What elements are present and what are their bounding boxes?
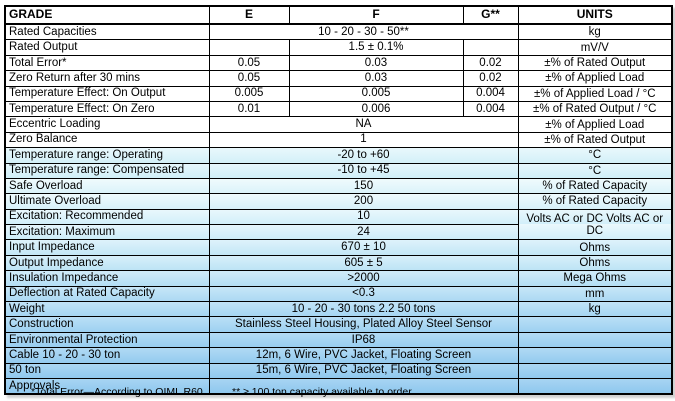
table-row	[5, 348, 672, 363]
value-cell: 0.005	[289, 86, 463, 101]
value-cell: 200	[209, 194, 518, 209]
column-header-grade: GRADE	[5, 6, 209, 24]
value-cell: Stainless Steel Housing, Plated Alloy Steel Sensor	[209, 317, 518, 332]
column-header-units: UNITS	[518, 6, 672, 24]
row-label: Input Impedance	[5, 240, 209, 255]
value-cell: 0.01	[209, 101, 289, 116]
units-cell: Mega Ohms	[518, 271, 672, 286]
table-row	[5, 148, 672, 163]
row-label: Safe Overload	[5, 178, 209, 193]
value-cell: NA	[209, 117, 518, 132]
table-row	[5, 71, 672, 86]
table-row	[5, 255, 672, 270]
value-cell: 0.004	[463, 86, 518, 101]
row-label: Temperature range: Operating	[5, 148, 209, 163]
table-row	[5, 163, 672, 178]
value-cell: -10 to +45	[209, 163, 518, 178]
table-row	[5, 317, 672, 332]
table-row	[5, 271, 672, 286]
value-cell: 0.005	[209, 86, 289, 101]
value-cell: 15m, 6 Wire, PVC Jacket, Floating Screen	[209, 363, 518, 378]
units-cell: ±% of Rated Output / °C	[518, 101, 672, 116]
table-row	[5, 286, 672, 301]
units-cell	[518, 317, 672, 332]
value-cell: 10 - 20 - 30 - 50**	[209, 24, 518, 40]
units-cell	[518, 378, 672, 394]
table-row	[5, 132, 672, 147]
row-label: Cable 10 - 20 - 30 ton	[5, 348, 209, 363]
units-cell: Volts AC or DC Volts AC or DC	[518, 209, 672, 240]
row-label: Deflection at Rated Capacity	[5, 286, 209, 301]
footnote-total-error: *Total Error—According to OIML R60	[31, 386, 203, 398]
units-cell: ±% of Applied Load	[518, 71, 672, 86]
units-cell: kg	[518, 24, 672, 40]
units-cell: °C	[518, 163, 672, 178]
units-cell	[518, 332, 672, 347]
table-row	[5, 302, 672, 317]
value-cell: 0.05	[209, 55, 289, 70]
table-row	[5, 86, 672, 101]
row-label: Rated Output	[5, 40, 209, 55]
units-cell: ±% of Applied Load / °C	[518, 86, 672, 101]
units-cell: % of Rated Capacity	[518, 194, 672, 209]
units-cell: ±% of Rated Output	[518, 55, 672, 70]
table-row	[5, 101, 672, 116]
row-label: Temperature Effect: On Output	[5, 86, 209, 101]
table-row	[5, 178, 672, 193]
header-row	[5, 6, 672, 24]
value-cell: 605 ± 5	[209, 255, 518, 270]
row-label: Environmental Protection	[5, 332, 209, 347]
column-header-g: G**	[463, 6, 518, 24]
row-label: Zero Return after 30 mins	[5, 71, 209, 86]
value-cell: 0.03	[289, 55, 463, 70]
table-row	[5, 363, 672, 378]
units-cell: Ohms	[518, 240, 672, 255]
row-label: Temperature range: Compensated	[5, 163, 209, 178]
row-label: Insulation Impedance	[5, 271, 209, 286]
value-cell: >2000	[209, 271, 518, 286]
value-cell: 24	[209, 225, 518, 240]
value-cell: IP68	[209, 332, 518, 347]
table-row	[5, 332, 672, 347]
value-cell: 0.05	[209, 71, 289, 86]
value-cell: 150	[209, 178, 518, 193]
column-header-e: E	[209, 6, 289, 24]
row-label: Approvals	[5, 378, 209, 394]
units-cell: ±% of Rated Output	[518, 132, 672, 147]
table-row	[5, 24, 672, 40]
value-cell: -20 to +60	[209, 148, 518, 163]
table-row	[5, 240, 672, 255]
row-label: Excitation: Maximum	[5, 225, 209, 240]
value-cell: 0.004	[463, 101, 518, 116]
value-cell: 0.03	[289, 71, 463, 86]
row-label: Temperature Effect: On Zero	[5, 101, 209, 116]
table-row	[5, 209, 672, 224]
value-cell: 1	[209, 132, 518, 147]
row-label: Total Error*	[5, 55, 209, 70]
units-cell: °C	[518, 148, 672, 163]
units-cell: mm	[518, 286, 672, 301]
row-label: Construction	[5, 317, 209, 332]
value-cell: 12m, 6 Wire, PVC Jacket, Floating Screen	[209, 348, 518, 363]
units-cell: mV/V	[518, 40, 672, 55]
value-cell	[463, 40, 518, 55]
row-label: Ultimate Overload	[5, 194, 209, 209]
units-cell: % of Rated Capacity	[518, 178, 672, 193]
value-cell: 0.006	[289, 101, 463, 116]
value-cell	[209, 40, 289, 55]
row-label: Rated Capacities	[5, 24, 209, 40]
units-cell	[518, 348, 672, 363]
table-row	[5, 194, 672, 209]
units-cell	[518, 363, 672, 378]
value-cell: 0.02	[463, 55, 518, 70]
row-label: Weight	[5, 302, 209, 317]
value-cell: 10	[209, 209, 518, 224]
units-cell: ±% of Applied Load	[518, 117, 672, 132]
table-row	[5, 117, 672, 132]
table-row	[5, 55, 672, 70]
value-cell: 670 ± 10	[209, 240, 518, 255]
row-label: Output Impedance	[5, 255, 209, 270]
row-label: Excitation: Recommended	[5, 209, 209, 224]
footnote-capacity: ** ≥ 100 ton capacity available to order	[232, 386, 412, 398]
spec-table	[4, 5, 673, 395]
table-row	[5, 40, 672, 55]
value-cell: 0.02	[463, 71, 518, 86]
units-cell: Ohms	[518, 255, 672, 270]
value-cell: <0.3	[209, 286, 518, 301]
units-cell: kg	[518, 302, 672, 317]
row-label: Eccentric Loading	[5, 117, 209, 132]
row-label: Zero Balance	[5, 132, 209, 147]
value-cell: 1.5 ± 0.1%	[289, 40, 463, 55]
value-cell: 10 - 20 - 30 tons 2.2 50 tons	[209, 302, 518, 317]
row-label: 50 ton	[5, 363, 209, 378]
column-header-f: F	[289, 6, 463, 24]
